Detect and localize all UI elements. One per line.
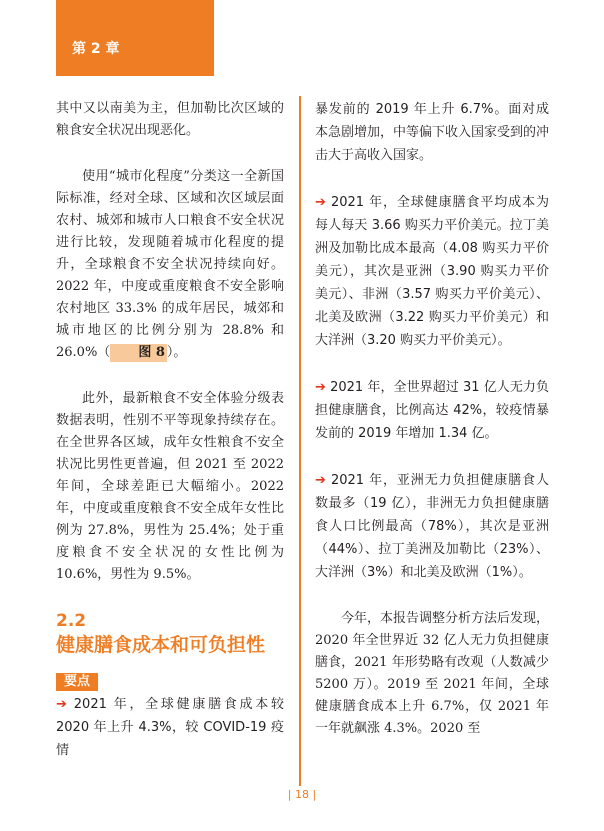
bullet-text: 2021 年，全世界超过 31 亿人无力负担健康膳食，比例高达 42%，较疫情暴发前的 2019 年增加 1.34 亿。 [315,380,549,441]
paragraph-gender: 此外，最新粮食不安全体验分级表数据表明，性别不平等现象持续存在。在全世界各区域，成年女性粮食不安全状况比男性更普遍，但 2021 至 2022 年间，全球差距已大幅缩小。2022 年，中度或重度粮食不安全成年女性比例为 27.8%，男性为 25.4%；处于重度粮食不安全状况的女性比例为 10.6%，男性为 9.5%。 [56,391,284,582]
chapter-label: 第 2 章 [72,41,120,57]
arrow-icon: ➔ [315,380,326,395]
bullet-text: 2021 年，全球健康膳食平均成本为每人每天 3.66 购买力平价美元。拉丁美洲及加勒比成本最高（4.08 购买力平价美元），其次是亚洲（3.90 购买力平价美元）、非洲（3.57 购买力平价美元）、北美及欧洲（3.22 购买力平价美元）和大洋洲（3.20 购买力平价美元）。 [315,195,549,348]
key-points-label: 要点 [56,673,98,691]
key-point-bullet [315,191,549,352]
paragraph: 其中又以南美为主，但加勒比次区域的粮食安全状况出现恶化。 [56,101,284,138]
paragraph-text-end: ）。 [166,345,187,360]
arrow-icon: ➔ [315,473,326,488]
key-point-bullet [315,469,549,584]
left-column [56,98,284,762]
section-number: 2.2 [56,611,87,631]
arrow-icon: ➔ [315,195,326,210]
figure-8-link[interactable]: 图 8 [110,344,167,362]
paragraph-methodology: 今年，本报告调整分析方法后发现，2020 年全世界近 32 亿人无力负担健康膳食，2021 年形势略有改观（人数减少 5200 万）。2019 至 2021 年间，全球健康膳食成本上升 6.7%，仅 2021 年一年就飙涨 4.3%。2020 至 [315,611,550,736]
paragraph-urbanization [56,166,284,364]
arrow-icon: ➔ [56,697,67,712]
page-number: | 18 | [287,788,317,801]
section-title: 健康膳食成本和可负担性 [56,634,266,656]
bullet-continuation: 暴发前的 2019 年上升 6.7%。面对成本急剧增加，中等偏下收入国家受到的冲击大于高收入国家。 [315,102,550,163]
key-point-bullet [56,693,284,762]
right-column [315,98,549,740]
chapter-tab [56,0,214,76]
bullet-text: 2021 年，亚洲无力负担健康膳食人数最多（19 亿），非洲无力负担健康膳食人口比例最高（78%），其次是亚洲（44%）、拉丁美洲及加勒比（23%）、大洋洲（3%）和北美及欧洲（1%）。 [315,473,549,580]
key-point-bullet [315,376,549,445]
bullet-text: 2021 年，全球健康膳食成本较 2020 年上升 4.3%，较 COVID-19 疫情 [56,697,285,758]
paragraph-text: 使用“城市化程度”分类这一全新国际标准，经对全球、区域和次区域层面农村、城郊和城市人口粮食不安全状况进行比较，发现随着城市化程度的提升，全球粮食不安全状况持续向好。2022 年，中度或重度粮食不安全影响农村地区 33.3% 的成年居民，城郊和城市地区的比例分别为 28.8% 和 26.0%（ [56,169,284,360]
column-divider [299,96,301,786]
